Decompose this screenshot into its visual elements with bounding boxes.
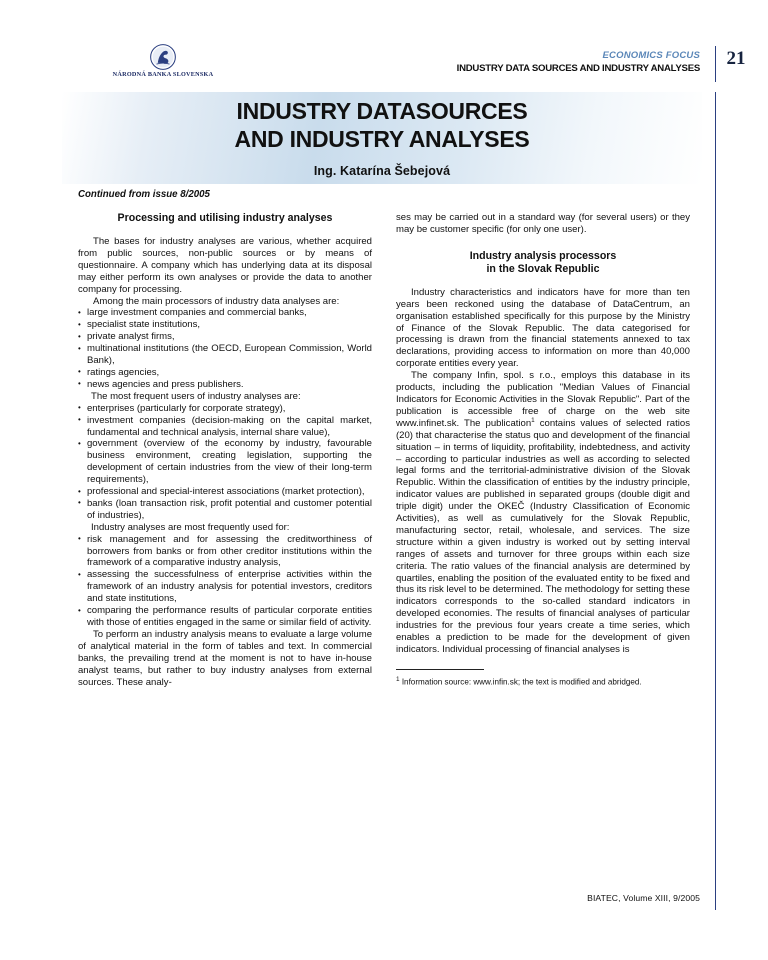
left-column <box>78 212 372 688</box>
users-list <box>78 403 372 522</box>
paragraph <box>396 370 690 656</box>
paragraph: Among the main processors of industry data analyses are: <box>93 295 340 307</box>
list-item: • large investment companies and commercial banks, <box>78 307 372 319</box>
list-item: • professional and special-interest associations (market protection), <box>78 486 372 498</box>
page-title-line2: AND INDUSTRY ANALYSES <box>234 125 530 152</box>
users-lead-in: The most frequent users of industry analyses are: <box>91 390 301 402</box>
running-head: INDUSTRY DATA SOURCES AND INDUSTRY ANALYSES <box>456 63 700 74</box>
list-item: • banks (loan transaction risk, profit potential and customer potential of industries), <box>78 498 372 522</box>
author-byline: Ing. Katarína Šebejová <box>313 163 451 178</box>
list-item: • enterprises (particularly for corporate strategy), <box>78 403 372 415</box>
footnote-text: Information source: www.infin.sk; the text is modified and abridged. <box>401 677 642 687</box>
colophon: BIATEC, Volume XIII, 9/2005 <box>587 893 700 903</box>
list-item: • private analyst firms, <box>78 331 372 343</box>
carryover-paragraph: ses may be carried out in a standard way (for several users) or they may be customer specific (for only one user). <box>396 212 690 235</box>
paragraph-part-2: contains values of selected ratios (20) that characterise the status quo and development of the financial situation – in terms of liquidity, profitability, indebtedness, and activity – according to particular industries as well as according to selected legal forms and the territorial-administrative division of the Slovak Republic. Within the classification of entities by the industry principle, indicator values are published in separated groups (double digit and triple digit) under the OKEČ (Industry Classification of Economic Activities), as well as cumulatively for the Slovak Republic, manufacturing sector, retail, wholesale, and services. The size structure within a given industry is worked out by setting interval ranges of assets and turnover for three groups within each size criteria. The ratio values of the financial analysis are determined by quartiles, enabling the position of the evaluated entity to be fixed and thus its risk level to be determined. The methodology for setting these indicators corresponds to the so-called standard indicators in developed economies. The results of financial analyses of particular industries for the previous four years create a time series, which enables a prediction to be made for the development of given indicators. Individual processing of financial analyses is <box>396 417 690 655</box>
title-banner <box>62 92 702 184</box>
list-item: • comparing the performance results of particular corporate entities with those of entities engaged in the same or similar field of activity. <box>78 605 372 629</box>
list-item: • risk management and for assessing the creditworthiness of borrowers from banks or from other creditor institutions within the framework of a comparative industry analysis, <box>78 534 372 570</box>
footnote-block <box>396 669 690 688</box>
header-divider-rule <box>715 46 716 82</box>
list-item: • news agencies and press publishers. <box>78 379 372 391</box>
list-item: • government (overview of the economy by industry, favourable business environment, creating legislation, supporting the development of certain industries from the view of their long-term requirements), <box>78 438 372 486</box>
page-number: 21 <box>726 48 746 69</box>
right-section-heading <box>396 250 690 276</box>
footnote <box>396 675 690 688</box>
header-right-block <box>457 50 700 74</box>
section-eyebrow: ECONOMICS FOCUS <box>602 50 700 61</box>
right-column <box>396 212 690 688</box>
nbs-logo <box>98 44 228 78</box>
list-item: • investment companies (decision-making on the capital market, fundamental and technical analysis, internal share value), <box>78 415 372 439</box>
list-item: • assessing the successfulness of enterprise activities within the framework of an industry analysis for potential investors, creditors and state institutions, <box>78 569 372 605</box>
page-title <box>235 98 530 152</box>
nbs-emblem-icon <box>150 44 176 70</box>
nbs-logo-text: NÁRODNÁ BANKA SLOVENSKA <box>112 71 214 78</box>
uses-lead-in: Industry analyses are most frequently used for: <box>91 521 290 533</box>
article-body <box>78 212 690 688</box>
uses-list <box>78 534 372 629</box>
paragraph: To perform an industry analysis means to evaluate a large volume of analytical material in the form of tables and text. In commercial banks, the prevailing trend at the moment is not to have in-house analyst teams, but rather to buy industry analyses from external sources. These analy- <box>78 628 372 688</box>
right-section-heading-line1: Industry analysis processors <box>469 249 617 262</box>
continued-note: Continued from issue 8/2005 <box>78 189 210 200</box>
list-item: • multinational institutions (the OECD, European Commission, World Bank), <box>78 343 372 367</box>
page-header <box>0 44 768 90</box>
footnote-reference: 1 <box>531 416 535 424</box>
processors-list <box>78 307 372 390</box>
right-margin-rule <box>715 92 716 910</box>
list-item: • specialist state institutions, <box>78 319 372 331</box>
list-item: • ratings agencies, <box>78 367 372 379</box>
footnote-divider <box>396 669 484 670</box>
page-title-line1: INDUSTRY DATASOURCES <box>236 98 528 125</box>
right-section-heading-line2: in the Slovak Republic <box>486 262 600 275</box>
footnote-marker: 1 <box>396 675 400 683</box>
paragraph-part-1: The company Infin, spol. s r.o., employs this database in its products, including the publication "Median Values of Financial Indicators for Economic Activities in the Slovak Republic". Part of the publication is accessible free of charge on the web site www.infinet.sk. The publication <box>396 370 690 429</box>
left-section-heading: Processing and utilising industry analyses <box>117 212 333 224</box>
paragraph: The bases for industry analyses are various, whether acquired from public sources, non-public sources or by means of questionnaire. A company which has underlying data at its disposal may either perform its own analyses or provide the data to another company for processing. <box>78 236 372 295</box>
paragraph: Industry characteristics and indicators have for more than ten years been reckoned using the database of DataCentrum, an organisation established specifically for this purpose by the Ministry of Finance of the Slovak Republic. The data categorised for processing is drawn from the financial statements annexed to tax declarations, providing access to information on more than 40,000 corporate entities every year. <box>396 286 690 370</box>
